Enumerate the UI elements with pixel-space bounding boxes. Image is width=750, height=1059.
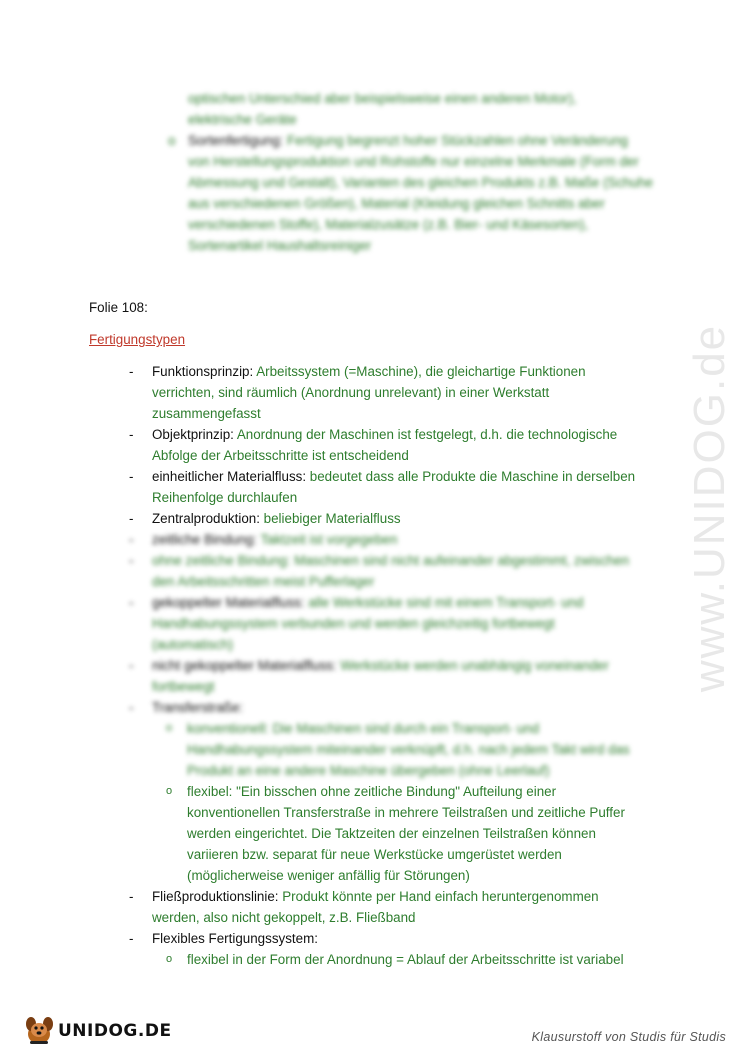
dash-marker: - xyxy=(129,469,134,484)
definition: Handhabungssystem verbunden und werden gleichzeitig fortbewegt xyxy=(152,616,555,631)
dash-marker: - xyxy=(129,364,134,379)
list-item xyxy=(89,697,669,718)
definition-list xyxy=(89,361,669,970)
definition: Abfolge der Arbeitsschritte ist entscheidend xyxy=(152,448,409,463)
definition: Die Maschinen sind durch ein Transport- und xyxy=(268,721,540,736)
term: zeitliche Bindung: xyxy=(152,532,257,547)
term: Zentralproduktion: xyxy=(152,511,260,526)
watermark-text: www.UNIDOG.de xyxy=(685,323,734,693)
sub-bullet-marker: o xyxy=(166,953,173,965)
sub-bullet-marker: o xyxy=(166,722,173,734)
text-line: elektrische Geräte xyxy=(188,112,297,127)
term: Fließproduktionslinie: xyxy=(152,889,279,904)
definition: bedeutet dass alle Produkte die Maschine in derselben xyxy=(306,469,636,484)
dash-marker: - xyxy=(129,889,134,904)
dash-marker: - xyxy=(129,595,134,610)
definition: variieren bzw. separat für neue Werkstücke umgerüstet werden xyxy=(187,847,562,862)
definition: den Arbeitsschritten meist Pufferlager xyxy=(152,574,375,589)
text-line: von Herstellungsproduktion und Rohstoffe nur einzelne Merkmale (Form der xyxy=(188,154,639,169)
term: konventionell: xyxy=(187,721,269,736)
list-item xyxy=(89,886,669,928)
text-line: verschiedenen Stoffe), Materialzusätze (z.B. Bier- und Käsesorten), xyxy=(188,217,589,232)
definition: Arbeitssystem (=Maschine), die gleichartige Funktionen xyxy=(253,364,586,379)
list-item xyxy=(89,928,669,949)
term: Objektprinzip: xyxy=(152,427,234,442)
footer-text: Klausurstoff von Studis für Studis xyxy=(531,1030,726,1044)
dash-marker: - xyxy=(129,511,134,526)
list-item xyxy=(89,424,669,466)
sub-bullet-marker: o xyxy=(168,133,176,148)
list-item xyxy=(89,508,669,529)
text-line: Abmessung und Gestalt), Varianten des gleichen Produkts z.B. Maße (Schuhe xyxy=(188,175,653,190)
definition: flexibel: "Ein bisschen ohne zeitliche Bindung" Aufteilung einer xyxy=(187,784,557,799)
text-line: aus verschiedenen Größen), Material (Kleidung gleichen Schnitts aber xyxy=(188,196,605,211)
dash-marker: - xyxy=(129,658,134,673)
dash-marker: - xyxy=(129,700,134,715)
definition: werden eingerichtet. Die Taktzeiten der einzelnen Teilstraßen können xyxy=(187,826,596,841)
term: Sortenfertigung: xyxy=(188,133,284,148)
definition: flexibel in der Form der Anordnung = Ablauf der Arbeitsschritte ist variabel xyxy=(187,952,624,967)
definition: Werkstücke werden unabhängig voneinander xyxy=(336,658,609,673)
dash-marker: - xyxy=(129,532,134,547)
unidog-logo xyxy=(22,1013,172,1049)
sub-bullet-marker: o xyxy=(166,785,173,797)
definition: Taktzeit ist vorgegeben xyxy=(256,532,398,547)
term: Funktionsprinzip: xyxy=(152,364,254,379)
term: nicht gekoppelter Materialfluss: xyxy=(152,658,337,673)
definition: Handhabungssystem miteinander verknüpft, d.h. nach jedem Takt wird das xyxy=(187,742,630,757)
logo-text: UNIDOG.DE xyxy=(58,1021,172,1041)
definition: werden, also nicht gekoppelt, z.B. Fließband xyxy=(152,910,416,925)
list-item xyxy=(89,655,669,697)
blurred-top-block xyxy=(150,88,670,256)
definition: (möglicherweise weniger anfällig für Störungen) xyxy=(187,868,470,883)
definition: Anordnung der Maschinen ist festgelegt, d.h. die technologische xyxy=(233,427,618,442)
list-item xyxy=(89,592,669,655)
text-line: optischen Unterschied aber beispielsweise einen anderen Motor), xyxy=(188,91,577,106)
definition: Produkt an eine andere Maschine übergeben (ohne Leerlauf) xyxy=(187,763,550,778)
definition: konventionellen Transferstraße in mehrere Teilstraßen und zeitliche Puffer xyxy=(187,805,625,820)
list-item xyxy=(89,466,669,508)
definition: Reihenfolge durchlaufen xyxy=(152,490,298,505)
definition: Fertigung begrenzt hoher Stückzahlen ohne Veränderung xyxy=(287,133,628,148)
list-item xyxy=(89,550,669,592)
term: einheitlicher Materialfluss: xyxy=(152,469,307,484)
slide-label: Folie 108: xyxy=(89,300,148,315)
definition: beliebiger Materialfluss xyxy=(259,511,401,526)
definition: (automatisch) xyxy=(152,637,234,652)
sub-list-item xyxy=(89,781,669,886)
dash-marker: - xyxy=(129,427,134,442)
definition: ohne zeitliche Bindung: Maschinen sind nicht aufeinander abgestimmt, zwischen xyxy=(152,553,630,568)
list-item xyxy=(89,361,669,424)
section-heading: Fertigungstypen xyxy=(89,332,186,347)
term: Transferstraße: xyxy=(152,700,244,715)
dash-marker: - xyxy=(129,553,134,568)
definition: alle Werkstücke sind mit einem Transport- und xyxy=(304,595,584,610)
term: Flexibles Fertigungssystem: xyxy=(152,931,318,946)
text-line: Sortenartikel Haushaltsreiniger xyxy=(188,238,372,253)
definition: fortbewegt xyxy=(152,679,215,694)
definition: verrichten, sind räumlich (Anordnung unrelevant) in einer Werkstatt xyxy=(152,385,550,400)
sub-list-item xyxy=(89,718,669,781)
sub-list-item xyxy=(89,949,669,970)
list-item xyxy=(150,130,670,151)
dash-marker: - xyxy=(129,931,134,946)
definition: Produkt könnte per Hand einfach heruntergenommen xyxy=(278,889,599,904)
definition: zusammengefasst xyxy=(152,406,261,421)
dog-icon xyxy=(22,1014,56,1048)
term: gekoppelter Materialfluss: xyxy=(152,595,305,610)
list-item xyxy=(89,529,669,550)
